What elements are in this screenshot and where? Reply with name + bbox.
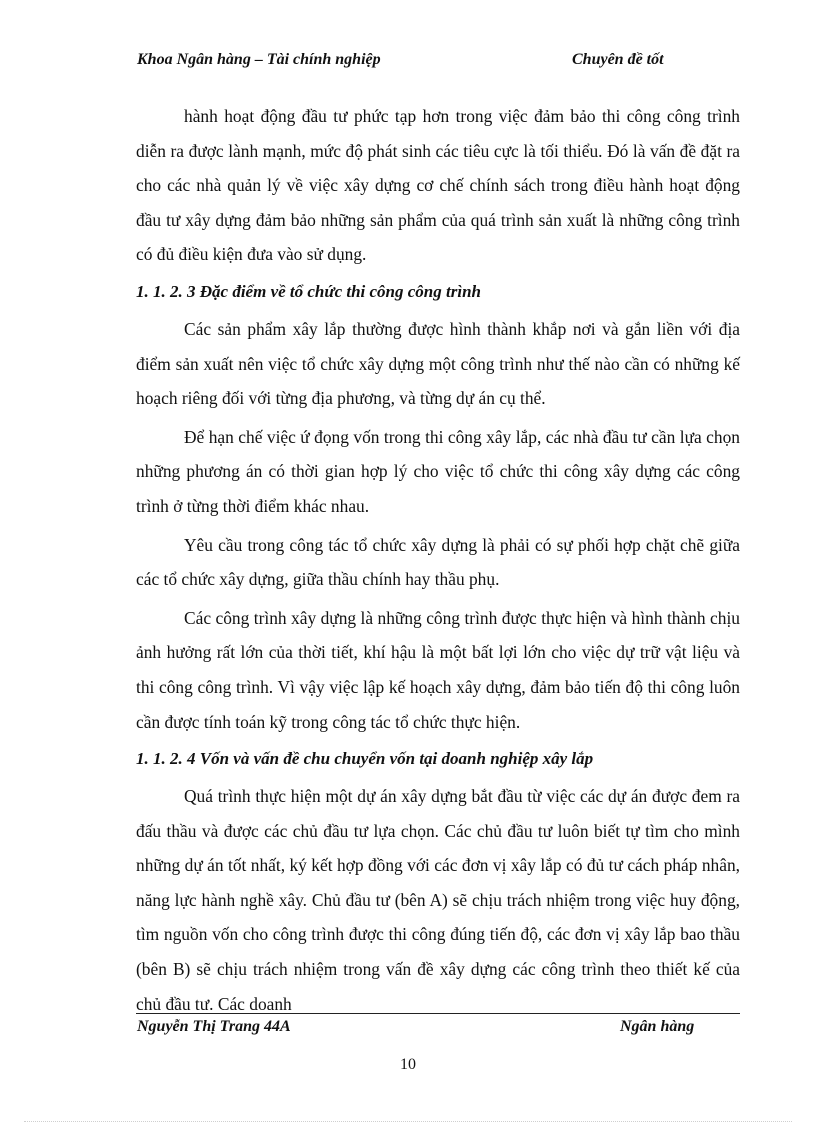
document-body [136, 99, 740, 1021]
paragraph-intro: hành hoạt động đầu tư phức tạp hơn trong việc đảm bảo thi công công trình diễn ra được lành mạnh, mức độ phát sinh các tiêu cực là tối thiểu. Đó là vấn đề đặt ra cho các nhà quản lý về việc xây dựng cơ chế chính sách trong điều hành hoạt động đầu tư xây dựng đảm bảo những sản phẩm của quá trình sản xuất là những công trình có đủ điều kiện đưa vào sử dụng. [136, 106, 740, 265]
header-right: Chuyên đề tốt [572, 51, 664, 68]
footer-left: Nguyễn Thị Trang 44A [137, 1018, 291, 1035]
page-bottom-edge [24, 1121, 792, 1122]
footer-divider [136, 1013, 740, 1014]
section-heading-1-1-2-4: 1. 1. 2. 4 Vốn và vấn đề chu chuyển vốn tại doanh nghiệp xây lắp [136, 749, 594, 769]
footer-right: Ngân hàng [620, 1018, 695, 1035]
paragraph-1: Các sản phẩm xây lắp thường được hình thành khắp nơi và gắn liền với địa điểm sản xuất nên việc tổ chức xây dựng một công trình như thế nào cần có những kế hoạch riêng đối với từng địa phương, và từng dự án cụ thể. [136, 318, 740, 409]
paragraph-4: Các công trình xây dựng là những công trình được thực hiện và hình thành chịu ảnh hưởng rất lớn của thời tiết, khí hậu là một bất lợi lớn cho việc dự trữ vật liệu và thi công công trình. Vì vậy việc lập kế hoạch xây dựng, đảm bảo tiến độ thi công luôn cần được tính toán kỹ trong công tác tổ chức thực hiện. [136, 607, 740, 732]
paragraph-3: Yêu cầu trong công tác tổ chức xây dựng là phải có sự phối hợp chặt chẽ giữa các tổ chức xây dựng, giữa thầu chính hay thầu phụ. [136, 534, 740, 590]
paragraph-5: Quá trình thực hiện một dự án xây dựng bắt đầu từ việc các dự án được đem ra đấu thầu và được các chủ đầu tư lựa chọn. Các chủ đầu tư luôn biết tự tìm cho mình những dự án tốt nhất, ký kết hợp đồng với các đơn vị xây lắp có đủ tư cách pháp nhân, năng lực hành nghề xây. Chủ đầu tư (bên A) sẽ chịu trách nhiệm trong việc huy động, tìm nguồn vốn cho công trình được thi công đúng tiến độ, các đơn vị xây lắp bao thầu (bên B) sẽ chịu trách nhiệm trong vấn đề xây dựng các công trình theo thiết kế của chủ đầu tư. Các doanh [136, 786, 740, 1014]
header-left: Khoa Ngân hàng – Tài chính nghiệp [137, 51, 381, 68]
section-heading-1-1-2-3: 1. 1. 2. 3 Đặc điểm về tổ chức thi công công trình [136, 281, 481, 301]
paragraph-2: Để hạn chế việc ứ đọng vốn trong thi công xây lắp, các nhà đầu tư cần lựa chọn những phương án có thời gian hợp lý cho việc tổ chức thi công xây dựng các công trình ở từng thời điểm khác nhau. [136, 426, 740, 516]
page-number: 10 [400, 1056, 416, 1073]
